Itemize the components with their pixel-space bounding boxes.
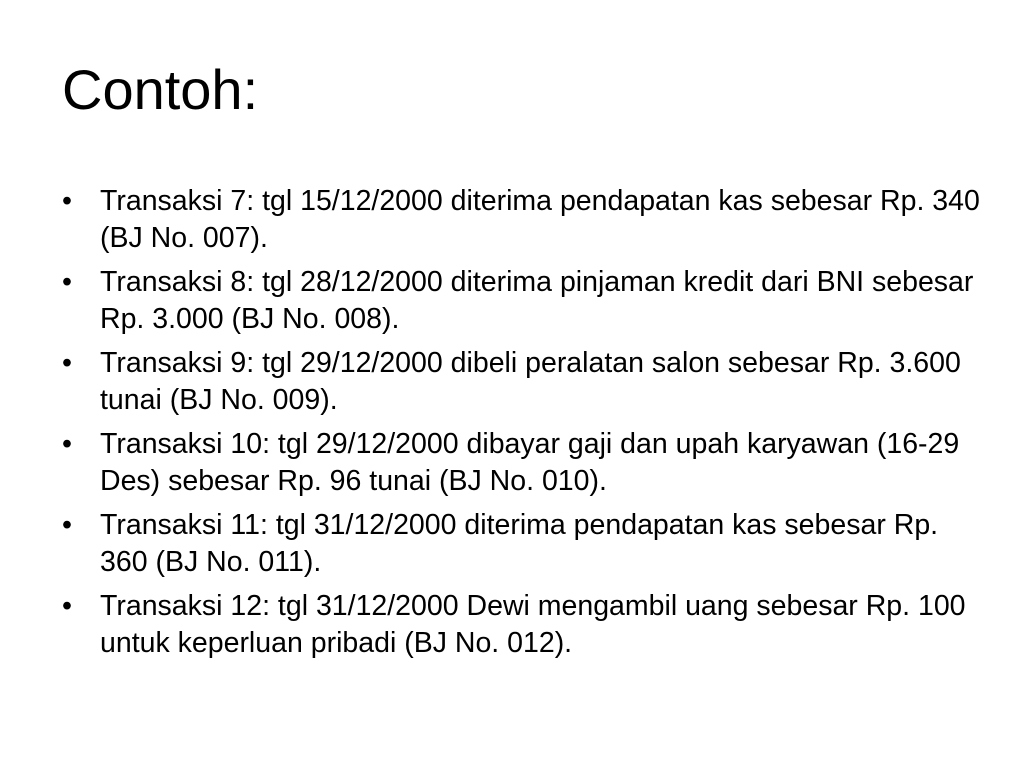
list-item-text: Transaksi 8: tgl 28/12/2000 diterima pinjaman kredit dari BNI sebesar Rp. 3.000 (BJ No. 008). bbox=[100, 266, 974, 335]
list-item bbox=[62, 183, 982, 256]
list-item bbox=[62, 588, 982, 661]
list-item-text: Transaksi 7: tgl 15/12/2000 diterima pendapatan kas sebesar Rp. 340 (BJ No. 007). bbox=[100, 185, 980, 254]
list-item-text: Transaksi 11: tgl 31/12/2000 diterima pendapatan kas sebesar Rp. 360 (BJ No. 011). bbox=[100, 509, 939, 578]
list-item-text: Transaksi 10: tgl 29/12/2000 dibayar gaji dan upah karyawan (16-29 Des) sebesar Rp. 96 tunai (BJ No. 010). bbox=[100, 428, 960, 497]
bullet-icon: • bbox=[62, 590, 72, 622]
list-item-text: Transaksi 9: tgl 29/12/2000 dibeli peralatan salon sebesar Rp. 3.600 tunai (BJ No. 009). bbox=[100, 347, 961, 416]
list-item bbox=[62, 507, 982, 580]
slide-title: Contoh: bbox=[62, 58, 259, 121]
bullet-icon: • bbox=[62, 347, 72, 379]
list-item-text: Transaksi 12: tgl 31/12/2000 Dewi mengambil uang sebesar Rp. 100 untuk keperluan pribadi (BJ No. 012). bbox=[100, 590, 966, 659]
bullet-list bbox=[62, 183, 982, 669]
bullet-icon: • bbox=[62, 428, 72, 460]
bullet-icon: • bbox=[62, 185, 72, 217]
bullet-icon: • bbox=[62, 509, 72, 541]
list-item bbox=[62, 345, 982, 418]
list-item bbox=[62, 264, 982, 337]
bullet-icon: • bbox=[62, 266, 72, 298]
list-item bbox=[62, 426, 982, 499]
